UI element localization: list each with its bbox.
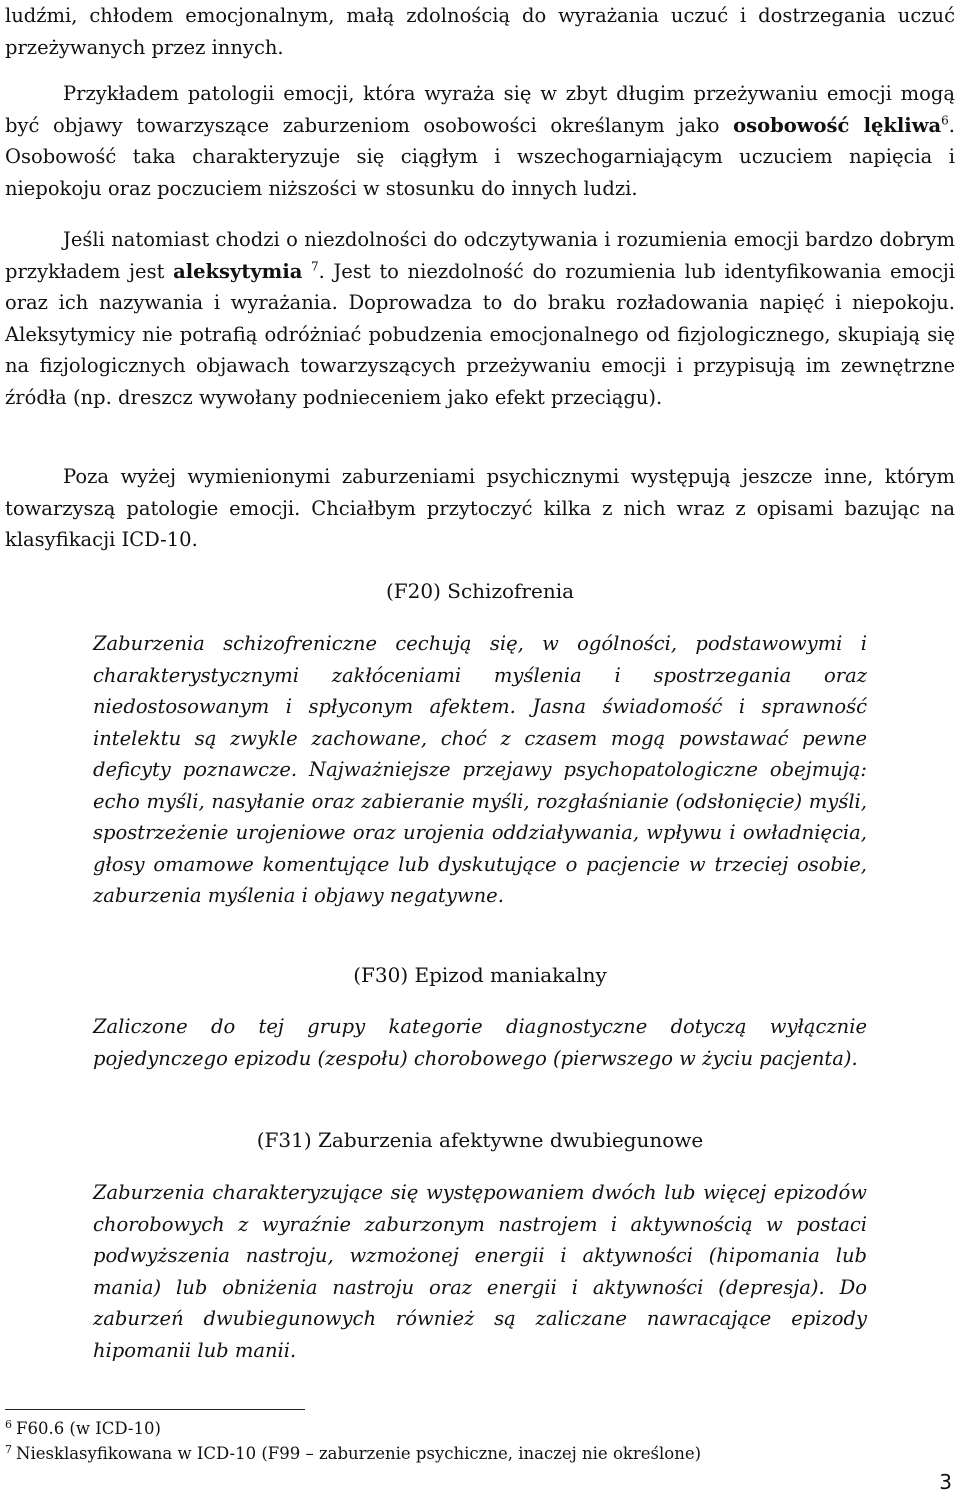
- term-aleksytymia: aleksytymia: [173, 259, 303, 283]
- section-text-f20: Zaburzenia schizofreniczne cechują się, w ogólności, podstawowymi i charakterystycznymi zakłóceniami myślenia i spostrzegania oraz niedostosowanym i spłyconym afektem. Jasna świadomość i sprawność intelektu są zwykle zachowane, choć z czasem mogą powstawać pewne deficyty poznawcze. Najważniejsze przejawy psychopatologiczne obejmują: echo myśli, nasyłanie oraz zabieranie myśli, rozgłaśnianie (odsłonięcie) myśli, spostrzeżenie urojeniowe oraz urojenia oddziaływania, wpływu i owładnięcia, głosy omamowe komentujące lub dyskutujące o pacjencie w trzeciej osobie, zaburzenia myślenia i objawy negatywne.: [93, 632, 867, 907]
- section-text-f31: Zaburzenia charakteryzujące się występowaniem dwóch lub więcej epizodów chorobowych z wyraźnie zaburzonym nastrojem i aktywnością w postaci podwyższenia nastroju, wzmożonej energii i aktywności (hipomania lub mania) lub obniżenia nastroju oraz energii i aktywności (depresja). Do zaburzeń dwubiegunowych również są zaliczane nawracające epizody hipomanii lub manii.: [93, 1181, 867, 1362]
- section-heading-f20: (F20) Schizofrenia: [385, 579, 575, 603]
- page-number: 3: [939, 1470, 952, 1494]
- paragraph-intro-icd10: [5, 461, 955, 556]
- footnote-number: 7: [5, 1442, 12, 1456]
- paragraph-aleksytymia: [5, 224, 955, 413]
- footnote-divider: [5, 1409, 305, 1410]
- section-text-f30: Zaliczone do tej grupy kategorie diagnostyczne dotyczą wyłącznie pojedynczego epizodu (zespołu) chorobowego (pierwszego w życiu pacjenta).: [93, 1015, 867, 1070]
- section-heading-f30: (F30) Epizod maniakalny: [353, 963, 607, 987]
- footnote-ref-6: 6: [941, 113, 949, 127]
- paragraph-text: . Osobowość taka charakteryzuje się ciągłym i wszechogarniającym uczuciem napięcia i niepokoju oraz poczuciem niższości w stosunku do innych ludzi.: [5, 113, 955, 200]
- paragraph-text: Poza wyżej wymienionymi zaburzeniami psychicznymi występują jeszcze inne, którym towarzyszą patologie emocji. Chciałbym przytoczyć kilka z nich wraz z opisami bazując na klasyfikacji ICD-10.: [5, 465, 955, 551]
- paragraph-text: . Jest to niezdolność do rozumienia lub identyfikowania emocji oraz ich nazywania i wyrażania. Doprowadza to do braku rozładowania napięć i niepokoju. Aleksytymicy nie potrafią odróżniać pobudzenia emocjonalnego od fizjologicznego, skupiają się na fizjologicznych objawach towarzyszących przeżywaniu emocji i przypisują im zewnętrzne źródła (np. dreszcz wywołany podnieceniem jako efekt przeciągu).: [5, 259, 956, 409]
- paragraph-text: Jeśli natomiast chodzi o niezdolności do odczytywania i rozumienia emocji bardzo dobrym przykładem jest: [5, 228, 955, 283]
- footnote-number: 6: [5, 1417, 12, 1431]
- paragraph-continued: [5, 0, 955, 63]
- paragraph-text: Przykładem patologii emocji, która wyraża się w zbyt długim przeżywaniu emocji mogą być objawy towarzyszące zaburzeniom osobowości określanym jako: [5, 82, 955, 137]
- term-osobowosc-lekliwa: osobowość lękliwa: [733, 113, 942, 137]
- footnote-7: [5, 1443, 955, 1465]
- paragraph-osobowosc-lekliwa: [5, 78, 955, 204]
- paragraph-text: ludźmi, chłodem emocjonalnym, małą zdolnością do wyrażania uczuć i dostrzegania uczuć przeżywanych przez innych.: [5, 4, 955, 59]
- footnote-text: F60.6 (w ICD-10): [16, 1419, 161, 1438]
- footnote-text: Niesklasyfikowana w ICD-10 (F99 – zaburzenie psychiczne, inaczej nie określone): [16, 1444, 702, 1463]
- section-heading-f31: (F31) Zaburzenia afektywne dwubiegunowe: [256, 1128, 704, 1152]
- footnote-ref-7: 7: [311, 259, 319, 273]
- footnote-6: [5, 1418, 955, 1440]
